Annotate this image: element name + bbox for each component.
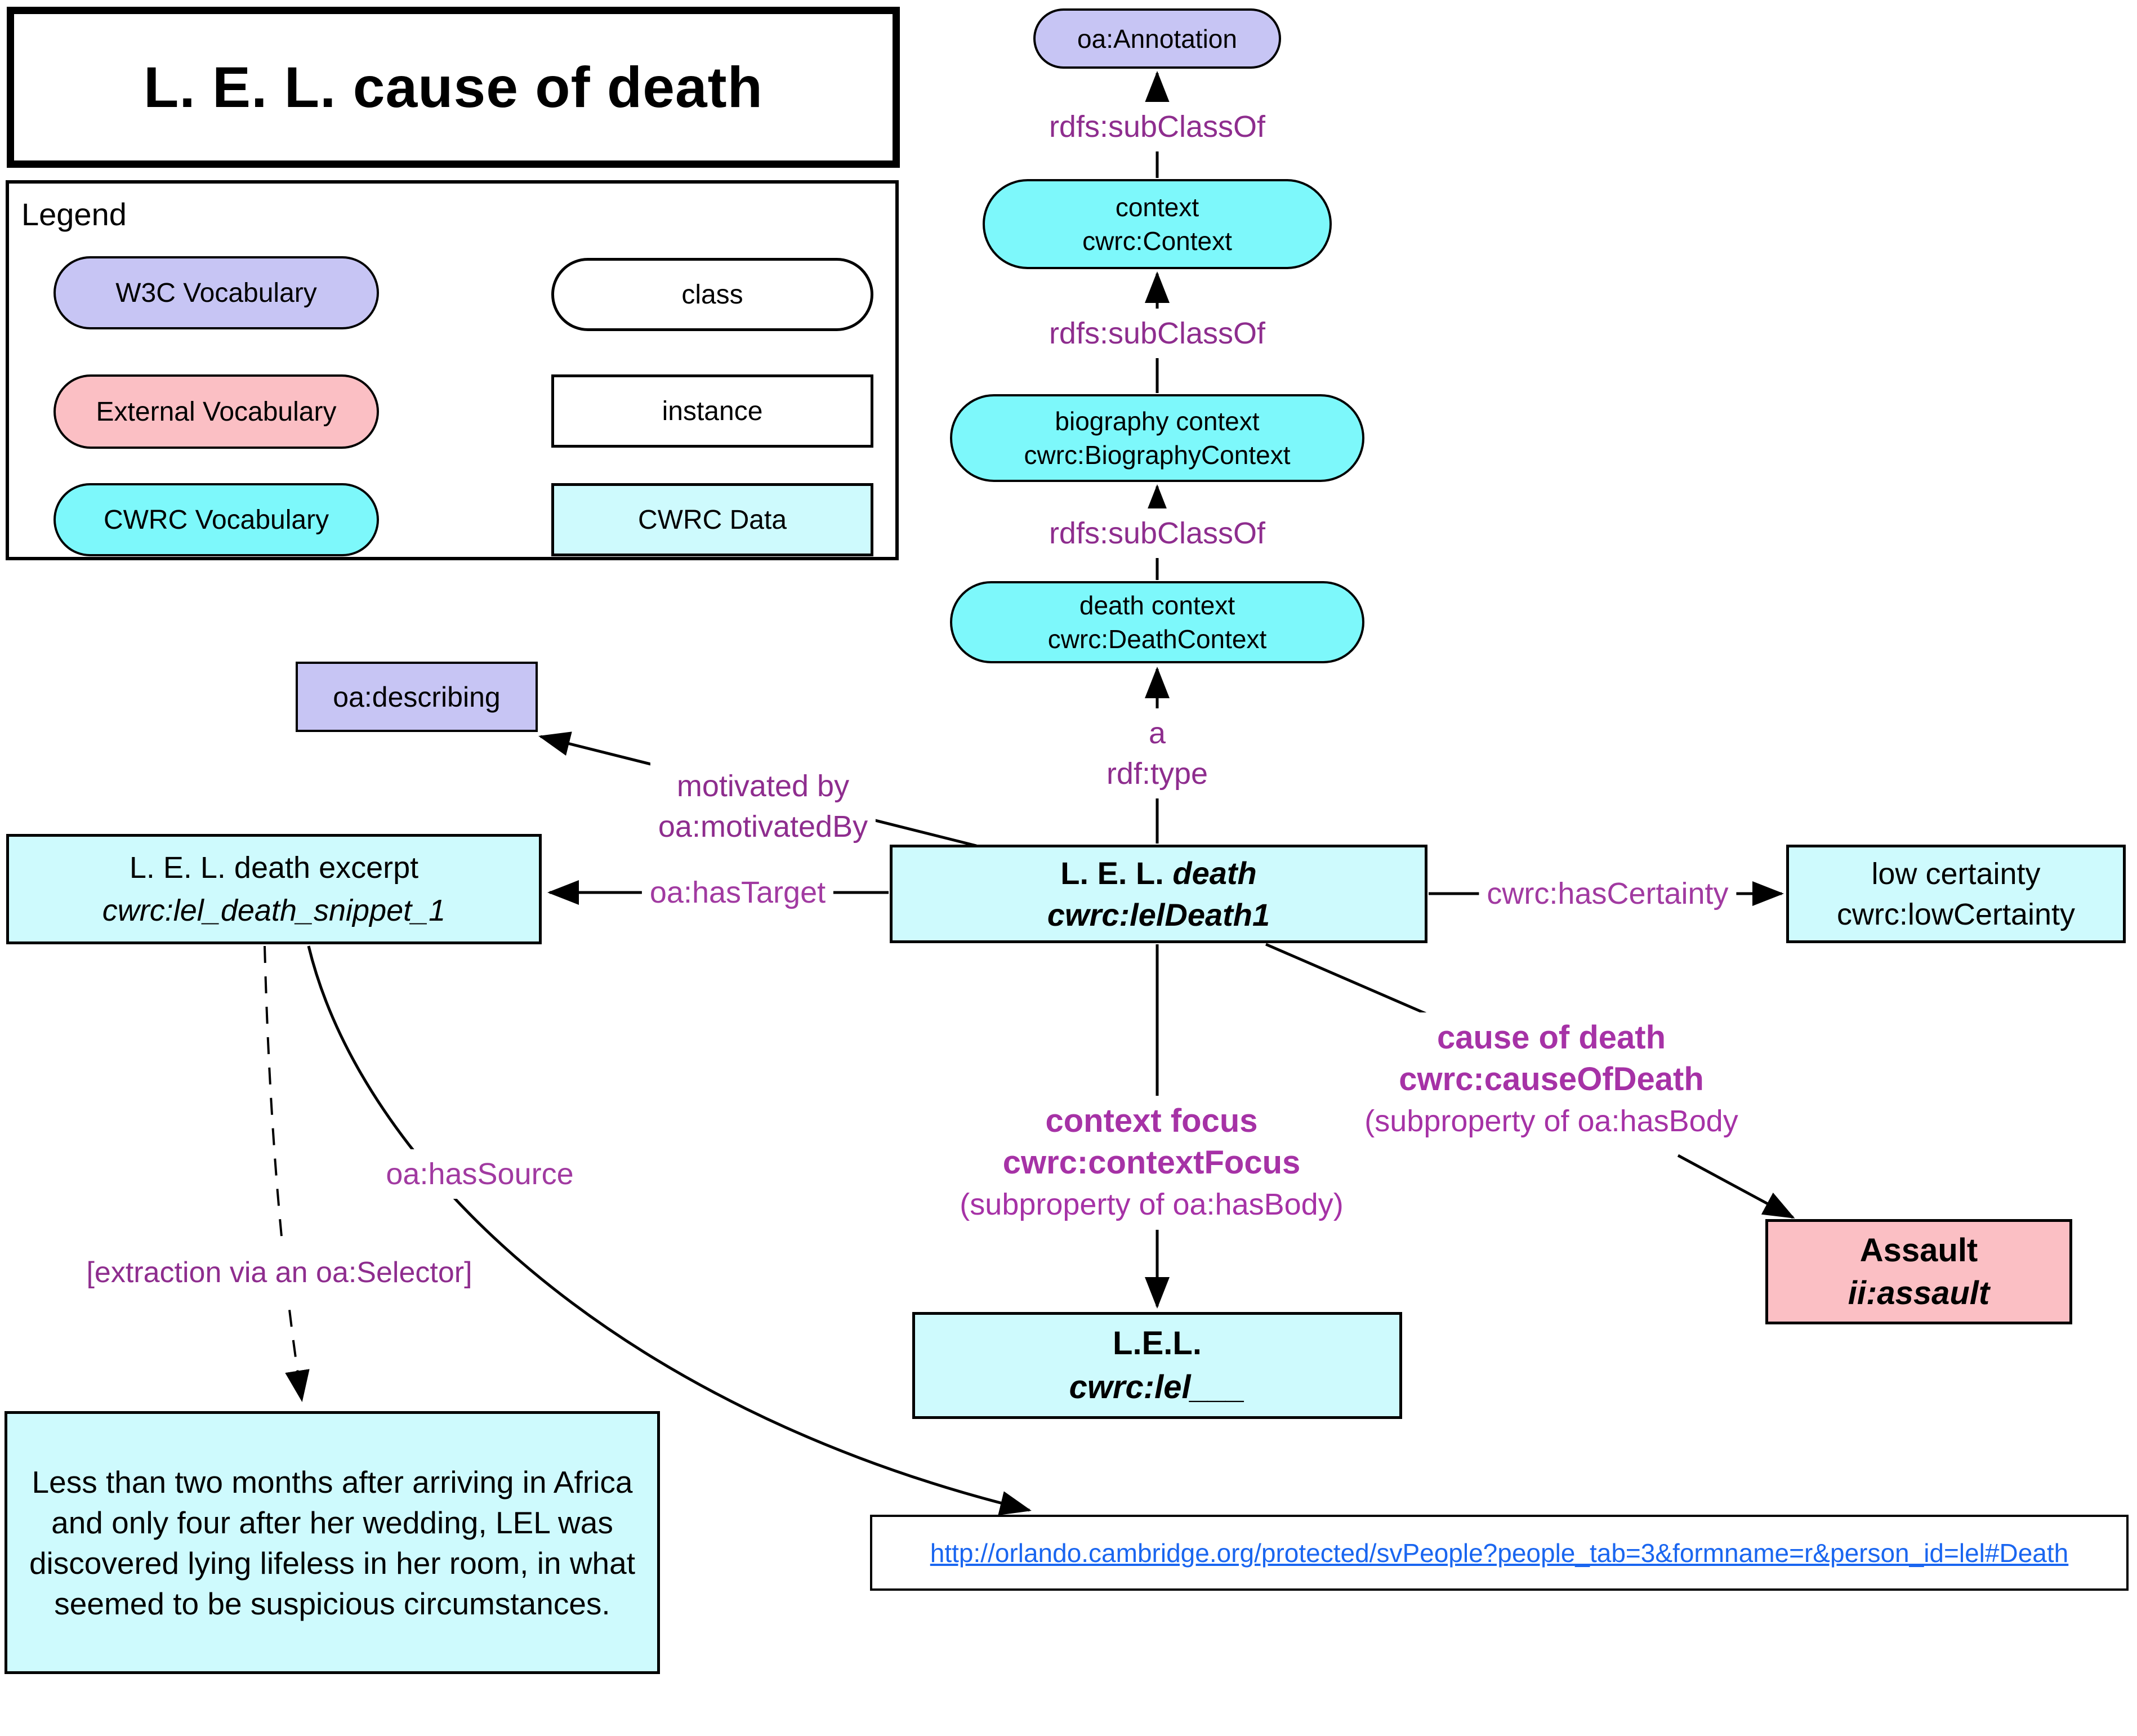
context-focus-line3: (subproperty of oa:hasBody)	[960, 1188, 1344, 1221]
legend-label-w3c: W3C Vocabulary	[115, 278, 317, 308]
lel-line1: L.E.L.	[1113, 1325, 1202, 1362]
rdf-type-line1: a	[1148, 716, 1166, 750]
edge-label-subclassof-2: rdfs:subClassOf	[1041, 309, 1273, 358]
biography-context-line2: cwrc:BiographyContext	[1024, 440, 1291, 470]
lel-death-line1-italic: death	[1172, 855, 1257, 891]
node-low-certainty	[1786, 845, 2126, 943]
node-lel	[912, 1312, 1402, 1419]
legend-item-instance	[551, 374, 873, 448]
assault-line1: Assault	[1859, 1231, 1978, 1269]
edge-cause-of-death-upper	[1266, 944, 1426, 1014]
cause-of-death-line2: cwrc:causeOfDeath	[1399, 1061, 1704, 1097]
edge-label-has-target: oa:hasTarget	[642, 868, 833, 917]
lel-death-line1-roman: L. E. L.	[1060, 855, 1164, 891]
legend-label-class: class	[681, 279, 743, 310]
legend-item-w3c-vocabulary	[53, 256, 379, 329]
edge-label-subclassof-3: rdfs:subClassOf	[1041, 508, 1273, 558]
node-snippet-text	[5, 1411, 660, 1674]
legend-label-cwrc-vocabulary: CWRC Vocabulary	[103, 505, 329, 535]
rdf-type-line2: rdf:type	[1106, 757, 1208, 791]
excerpt-line1: L. E. L. death excerpt	[129, 851, 419, 885]
death-context-line1: death context	[1079, 591, 1235, 620]
edge-selector	[265, 946, 302, 1400]
node-assault	[1765, 1219, 2072, 1324]
cwrc-context-line2: cwrc:Context	[1082, 226, 1232, 256]
low-certainty-line1: low certainty	[1871, 856, 2041, 891]
diagram-title-box	[7, 7, 900, 168]
edge-label-rdf-type	[1099, 708, 1216, 798]
context-focus-line1: context focus	[1045, 1103, 1258, 1139]
edge-label-selector: [extraction via an oa:Selector]	[78, 1248, 480, 1297]
motivated-by-line1: motivated by	[676, 769, 850, 803]
node-oa-describing	[296, 662, 538, 732]
legend-item-external-vocabulary	[53, 374, 379, 449]
legend-label-external: External Vocabulary	[96, 396, 337, 427]
edge-label-has-certainty: cwrc:hasCertainty	[1479, 869, 1736, 918]
assault-line2: ii:assault	[1848, 1274, 1990, 1311]
legend-item-cwrc-data	[551, 483, 873, 556]
oa-describing-label: oa:describing	[333, 681, 501, 713]
lel-death-line2: cwrc:lelDeath1	[1047, 896, 1270, 932]
node-cwrc-context	[983, 179, 1332, 269]
context-focus-line2: cwrc:contextFocus	[1002, 1144, 1301, 1181]
edge-label-has-source: oa:hasSource	[378, 1149, 581, 1199]
death-context-line2: cwrc:DeathContext	[1047, 624, 1267, 654]
cause-of-death-line3: (subproperty of oa:hasBody	[1364, 1104, 1738, 1138]
node-cwrc-death-context	[950, 581, 1364, 663]
edge-label-context-focus	[952, 1096, 1351, 1230]
node-cwrc-biography-context	[950, 394, 1364, 482]
node-oa-annotation	[1033, 8, 1281, 69]
edge-label-subclassof-1: rdfs:subClassOf	[1041, 102, 1273, 151]
legend-item-cwrc-vocabulary	[53, 483, 379, 556]
node-lel-death-annotation	[890, 845, 1427, 943]
oa-annotation-label: oa:Annotation	[1077, 24, 1237, 53]
node-lel-death-excerpt	[6, 834, 542, 944]
lel-line2: cwrc:lel___	[1069, 1369, 1246, 1405]
legend-label-cwrc-data: CWRC Data	[637, 505, 787, 535]
legend-label-instance: instance	[662, 396, 763, 426]
low-certainty-line2: cwrc:lowCertainty	[1836, 897, 2076, 931]
edge-cause-of-death-lower	[1678, 1155, 1793, 1217]
edge-label-motivated-by	[650, 761, 876, 851]
legend-heading: Legend	[21, 197, 127, 232]
source-url-link[interactable]: http://orlando.cambridge.org/protected/svPeople?people_tab=3&formname=r&person_id=lel#Death	[930, 1538, 2069, 1568]
cwrc-context-line1: context	[1115, 193, 1199, 222]
edge-label-cause-of-death	[1357, 1012, 1746, 1146]
diagram-title: L. E. L. cause of death	[144, 55, 763, 119]
motivated-by-line2: oa:motivatedBy	[658, 810, 868, 844]
excerpt-line2: cwrc:lel_death_snippet_1	[102, 894, 446, 927]
cause-of-death-line1: cause of death	[1436, 1019, 1666, 1056]
legend-item-class	[551, 258, 873, 331]
snippet-text: Less than two months after arriving in Africa and only four after her wedding, LEL was discovered lying lifeless in her room, in what seemed to be suspicious circumstances.	[29, 1464, 636, 1621]
biography-context-line1: biography context	[1055, 407, 1260, 436]
lel-death-line1	[1060, 853, 1256, 894]
node-source-url-box	[870, 1515, 2129, 1591]
